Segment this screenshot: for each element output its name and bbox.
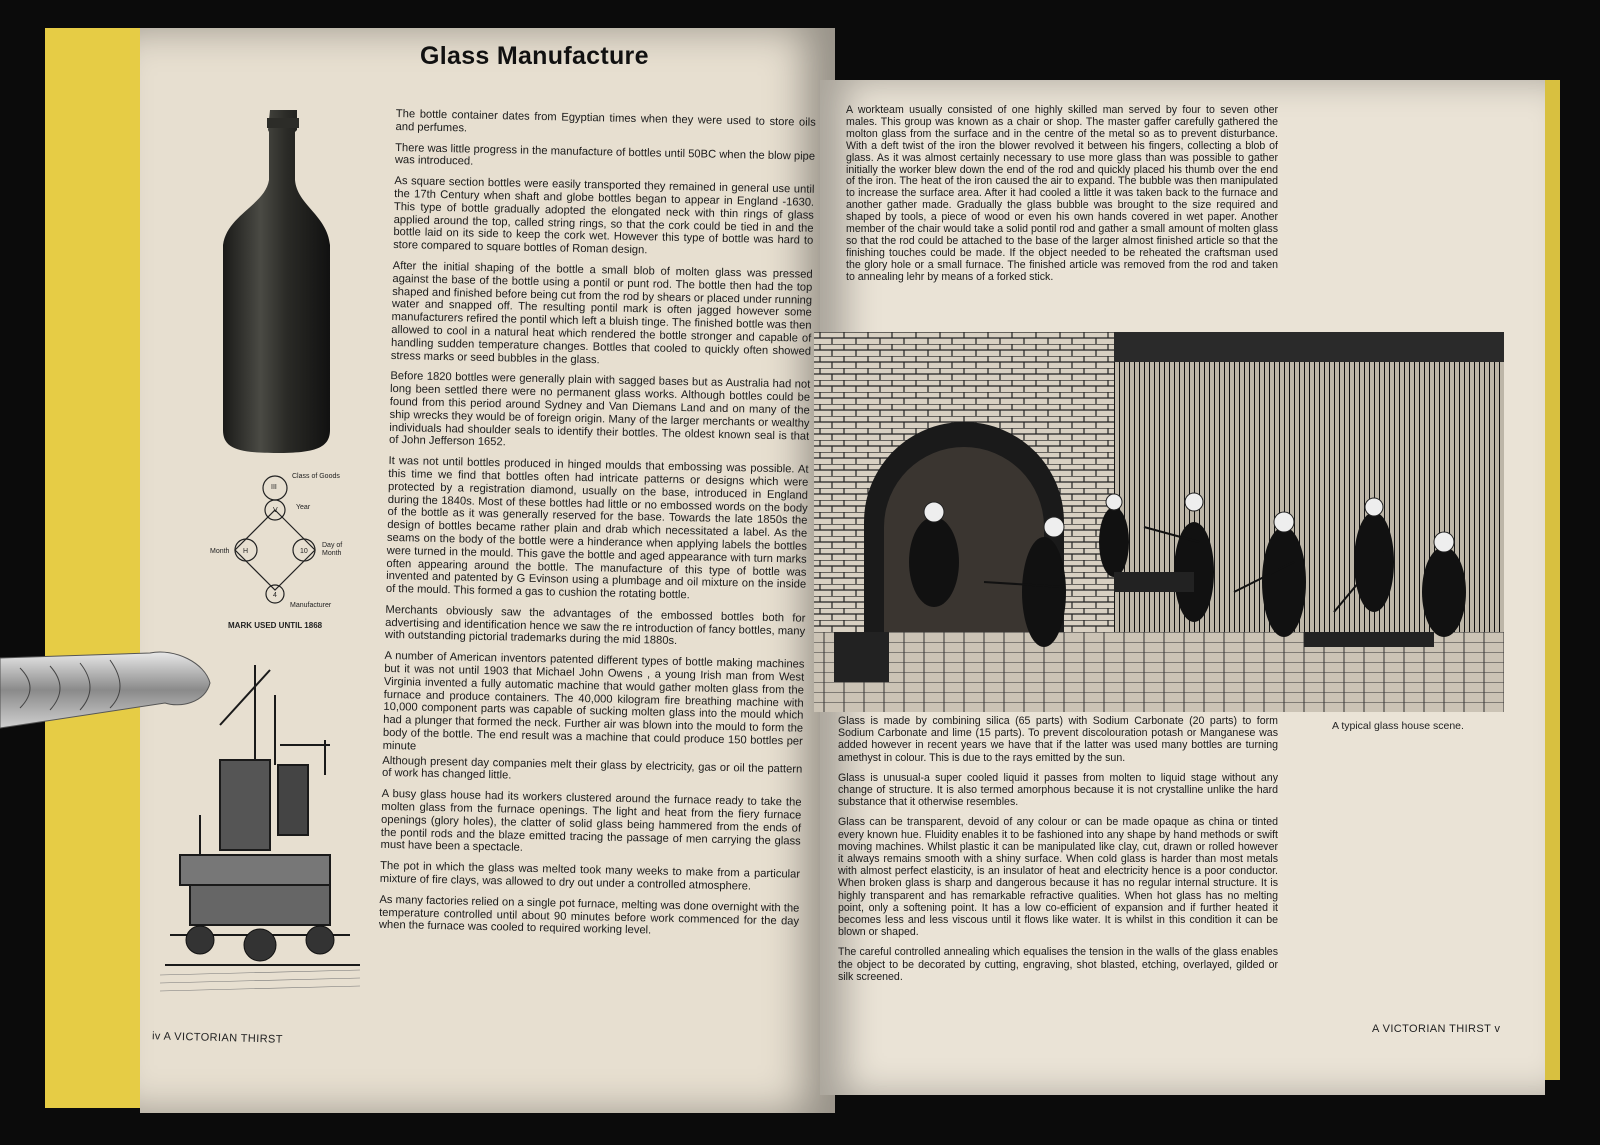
diagram-mark-4: 4	[273, 592, 277, 599]
left-column-text	[379, 108, 816, 949]
right-page-footer	[1372, 1023, 1500, 1035]
diagram-mark-v: V	[273, 507, 278, 514]
right-column-bottom-text	[838, 715, 1278, 991]
left-paragraph: After the initial shaping of the bottle a small blob of molten glass was pressed against the base of the bottle using a pontil or punt rod. The bottle then had the top shaped and finished before being cut from the rod by shears or placed under running water and snapped off. The resulting pontil mark is often jagged however some manufacturers refired the pontil which left a bluish tinge. The finished bottle was then allowed to cool in a natural heat which rendered the bottle stronger and capable of handling sudden temperature changes. Bottles that cooled to quickly often showed stress marks or seed bubbles in the glass.	[390, 259, 813, 366]
left-paragraph: There was little progress in the manufacture of bottles until 50BC when the blow pipe was introduced.	[394, 141, 816, 169]
diagram-caption: MARK USED UNTIL 1868	[228, 621, 323, 630]
diagram-mark-10: 10	[300, 548, 308, 555]
diagram-mark-h: H	[243, 548, 249, 555]
left-paragraph: Although present day companies melt their glass by electricity, gas or oil the pattern of work has changed little.	[381, 754, 803, 783]
diagram-label-year: Year	[296, 504, 311, 511]
left-page-number: iv	[151, 1030, 161, 1043]
right-running-title: A VICTORIAN THIRST	[1372, 1023, 1492, 1035]
right-paragraph: Glass is made by combining silica (65 parts) with Sodium Carbonate (20 parts) to form Sodium Carbonate and lime (15 parts). To prevent discolouration potash or Manganese was added however in recent years we have that if the latter was used many bottles are turning amethyst in colour. This is due to the rays emitted by the sun.	[838, 715, 1278, 764]
right-paragraph: The careful controlled annealing which equalises the tension in the walls of the glass enables the object to be decorated by cutting, engraving, shot blasted, etching, overlayed, gilded or silk screened.	[838, 946, 1278, 983]
left-paragraph: It was not until bottles produced in hinged moulds that embossing was possible. At this time we find that bottles often had intricate patterns or designs which were protected by a registration diamond, usually on the base, introduced in England during the 1840s. Most of these bottles had little or no embossed words on the body of the bottle as it was generally reserved for the base. Towards the late 1850s the design of bottles became rather plain and drab which necessitated a label. As the seams on the body of the bottle were a hinderance when applying labels the bottles were turned in the mould. This gave the bottle and aged appearance with turn marks often appearing around the bottle. The manufacture of this type of bottle was invented and patented by G Evinson using a plumbage and oil mixture on the inside of the mould. This formed a gas to cushion the rotating bottle.	[385, 455, 809, 602]
right-page-number: v	[1494, 1023, 1501, 1035]
book-clip	[0, 648, 215, 733]
diagram-label-month: Month	[210, 548, 230, 555]
right-paragraph: Glass is unusual-a super cooled liquid it passes from molten to liquid stage without any change of structure. It is also termed amorphous because it is not crystalline unlike the hard substance that it otherwise resembles.	[838, 771, 1278, 809]
page-title: Glass Manufacture	[420, 42, 649, 70]
left-paragraph: Before 1820 bottles were generally plain with sagged bases but as Australia had not long been settled there were no permanent glass works. Although bottles could be found from this period around Sydney and Van Diemans Land and on many of the ship wrecks they would be of foreign origin. Many of the larger merchants or wealthy individuals had shoulder seals to identify their bottles. The oldest known seal is that of John Jefferson 1652.	[388, 370, 811, 449]
left-paragraph: The bottle container dates from Egyptian times when they were used to store oils and perfumes.	[395, 108, 816, 135]
left-paragraph: A number of American inventors patented different types of bottle making machines but it was not until 1903 that Michael John Owens , a young Irish man from West Virginia invented a fully automatic machine that would gather molten glass from the furnace and produce containers. The 40,000 kilogram fire breathing machine with 10,000 component parts was capable of sucking molten glass into the mould which had a plunger that formed the neck. Further air was blown into the mould to form the body of the bottle. The end result was a machine that could produce 150 bottles per minute	[382, 650, 805, 753]
right-column-top-text	[846, 105, 1278, 292]
image-caption: A typical glass house scene.	[1332, 720, 1464, 732]
diagram-mark-iii: III	[271, 484, 277, 491]
diagram-label-manufacturer: Manufacturer	[290, 602, 332, 609]
left-paragraph: The pot in which the glass was melted took many weeks to make from a particular mixture of fire clays, was allowed to dry out under a controlled atmosphere.	[379, 860, 801, 893]
left-paragraph: Merchants obviously saw the advantages of the embossed bottles both for advertising and identification hence we saw the re introduction of fancy bottles, many with outstanding pictorial trademarks during the mid 1880s.	[384, 603, 806, 648]
left-paragraph: As square section bottles were easily transported they remained in general use until the 17th Century when shaft and globe bottles began to appear in England -1630. This type of bottle gradually adopted the elongated neck with thin rings of glass applied around the top, called string rings, so that the cork could be tied in and the bottle laid on its side to keep the cork wet. However this type of bottle was hard to store compared to square bottles of Roman design.	[393, 175, 815, 257]
left-paragraph: A busy glass house had its workers clustered around the furnace ready to take the molten glass from the furnace openings. The light and heat from the fiery furnace openings (glory holes), the clatter of solid glass being hammered from the ends of the pontil rods and the blaze emitted tracing the passage of men carrying the glass must have been a spectacle.	[380, 788, 802, 855]
left-paragraph: As many factories relied on a single pot furnace, melting was done overnight with the temperature controlled until about 90 minutes before work commenced for the day when the furnace was cooled to required working level.	[378, 893, 800, 937]
diagram-label-class: Class of Goods	[292, 473, 340, 480]
diagram-label-day: Day of Month	[322, 542, 343, 557]
bottle-photo	[215, 110, 340, 455]
left-running-title: A VICTORIAN THIRST	[163, 1030, 284, 1046]
glass-house-engraving	[814, 332, 1504, 712]
right-paragraph: A workteam usually consisted of one highly skilled man served by four to seven other males. This group was known as a chair or shop. The master gaffer carefully gathered the molton glass from the surface and in the centre of the metal so as to prevent disturbance. With a deft twist of the iron the blower revolved it between his fingers, collecting a blob of glass. As it was almost certainly necessary to use more glass than was possible to gather initially the worker blew down the end of the rod and quickly placed his thumb over the end of the iron. The heat of the iron caused the air to expand. The bubble was then manipulated to increase the surface area. After it had cooled a little it was taken back to the furnace and another gather made. Gradually the glass bubble was brought to the size required and shaped by tools, a piece of wood or even his own hands covered in wet paper. Another member of the chair would take a solid pontil rod and gather a small amount of molten glass so that the rod could be attached to the base of the larger almost finished article so that the finishing touches could be made. If the object needed to be reheated the craftsman used the glory hole or a small furnace. The finished article was removed from the rod and taken to annealing lehr by means of a forked stick.	[846, 104, 1278, 283]
right-paragraph: Glass can be transparent, devoid of any colour or can be made opaque as china or tinted every known hue. Fluidity enables it to be fashioned into any shape by hand methods or swift moving machines. Whilst plastic it can be manipulated like clay, cut, drawn or rolled however it always remains smooth with a shiny surface. When cold glass is harder than most metals with almost perfect elasticity, is an insulator of heat and electricity hence is a poor conductor. When broken glass is sharp and dangerous because it has no regular internal structure. It is highly transparent and has remarkable refractive qualities. When hot glass has no melting point, only a softening point. It has a low co-efficient of expansion and if further heated it becomes less and less viscous until it flows like water. It is whilst in this condition it can be blown or shaped.	[838, 816, 1278, 939]
